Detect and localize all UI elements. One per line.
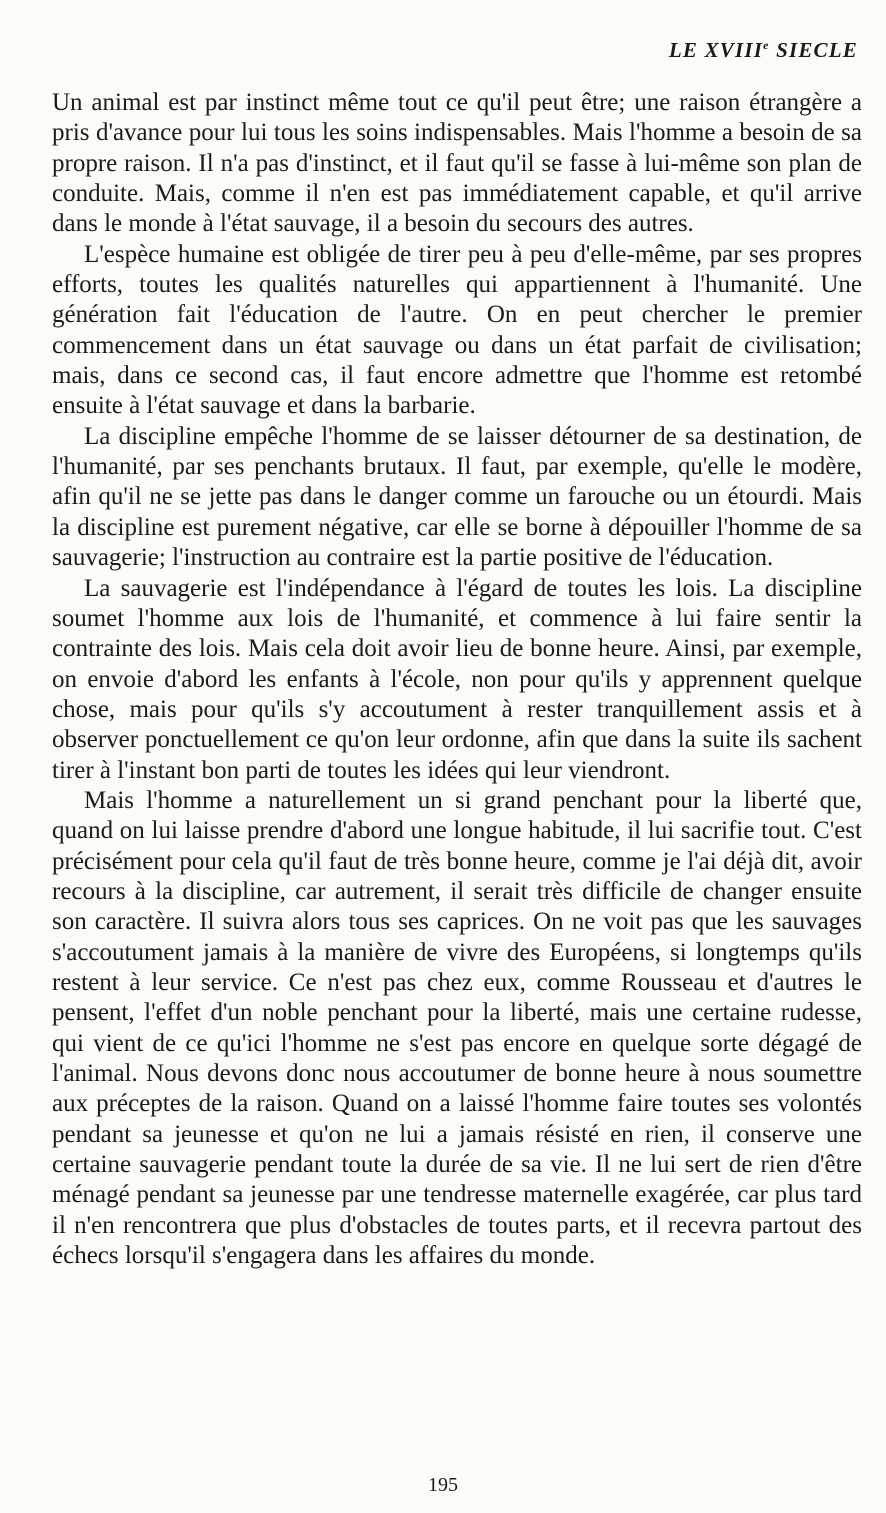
page-number: 195: [428, 1474, 458, 1496]
paragraph-2: L'espèce humaine est obligée de tirer peu à peu d'elle-même, par ses propres efforts, toutes les qualités naturelles qui appartiennent à l'humanité. Une génération fait l'éducation de l'autre. On en peut chercher le premier commencement dans un état sauvage ou dans un état parfait de civilisation; mais, dans ce second cas, il faut encore admettre que l'homme est retombé ensuite à l'état sauvage et dans la barbarie.: [52, 240, 862, 420]
running-header-superscript: e: [763, 38, 770, 52]
running-header-prefix: LE XVIII: [668, 38, 764, 62]
paragraph-1: Un animal est par instinct même tout ce qu'il peut être; une raison étrangère a pris d'avance pour lui tous les soins indispensables. Mais l'homme a besoin de sa propre raison. Il n'a pas d'instinct, et il faut qu'il se fasse à lui-même son plan de conduite. Mais, comme il n'en est pas immédiatement capable, et qu'il arrive dans le monde à l'état sauvage, il a besoin du secours des autres.: [52, 89, 862, 238]
paragraph-3: La discipline empêche l'homme de se laisser détourner de sa destination, de l'humanité, par ses penchants brutaux. Il faut, par exemple, qu'elle le modère, afin qu'il ne se jette pas dans le danger comme un farouche ou un étourdi. Mais la discipline est purement négative, car elle se borne à dépouiller l'homme de sa sauvagerie; l'instruction au contraire est la partie positive de l'éducation.: [52, 422, 862, 572]
paragraph-4: La sauvagerie est l'indépendance à l'égard de toutes les lois. La discipline soumet l'homme aux lois de l'humanité, et commence à lui faire sentir la contrainte des lois. Mais cela doit avoir lieu de bonne heure. Ainsi, par exemple, on envoie d'abord les enfants à l'école, non pour qu'ils y apprennent quelque chose, mais pour qu'ils s'y accoutument à rester tranquillement assis et à observer ponctuellement ce qu'on leur ordonne, afin que dans la suite ils sachent tirer à l'instant bon parti de toutes les idées qui leur viendront.: [52, 574, 862, 784]
paragraph-5: Mais l'homme a naturellement un si grand penchant pour la liberté que, quand on lui laisse prendre d'abord une longue habitude, il lui sacrifie tout. C'est précisément pour cela qu'il faut de très bonne heure, comme je l'ai déjà dit, avoir recours à la discipline, car autrement, il serait très difficile de changer ensuite son caractère. Il suivra alors tous ses caprices. On ne voit pas que les sauvages s'accoutument jamais à la manière de vivre des Européens, si longtemps qu'ils restent à leur service. Ce n'est pas chez eux, comme Rousseau et d'autres le pensent, l'effet d'un noble penchant pour la liberté, mais une certaine rudesse, qui vient de ce qu'ici l'homme ne s'est pas encore en quelque sorte dégagé de l'animal. Nous devons donc nous accoutumer de bonne heure à nous soumettre aux préceptes de la raison. Quand on a laissé l'homme faire toutes ses volontés pendant sa jeunesse et qu'on ne lui a jamais résisté en rien, il conserve une certaine sauvagerie pendant toute la durée de sa vie. Il ne lui sert de rien d'être ménagé pendant sa jeunesse par une tendresse maternelle exagérée, car plus tard il n'en rencontrera que plus d'obstacles de toutes parts, et il recevra partout des échecs lorsqu'il s'engagera dans les affaires du monde.: [52, 786, 862, 1270]
body-text: [52, 88, 862, 1271]
running-header: [669, 38, 858, 63]
running-header-suffix: SIECLE: [769, 38, 858, 62]
